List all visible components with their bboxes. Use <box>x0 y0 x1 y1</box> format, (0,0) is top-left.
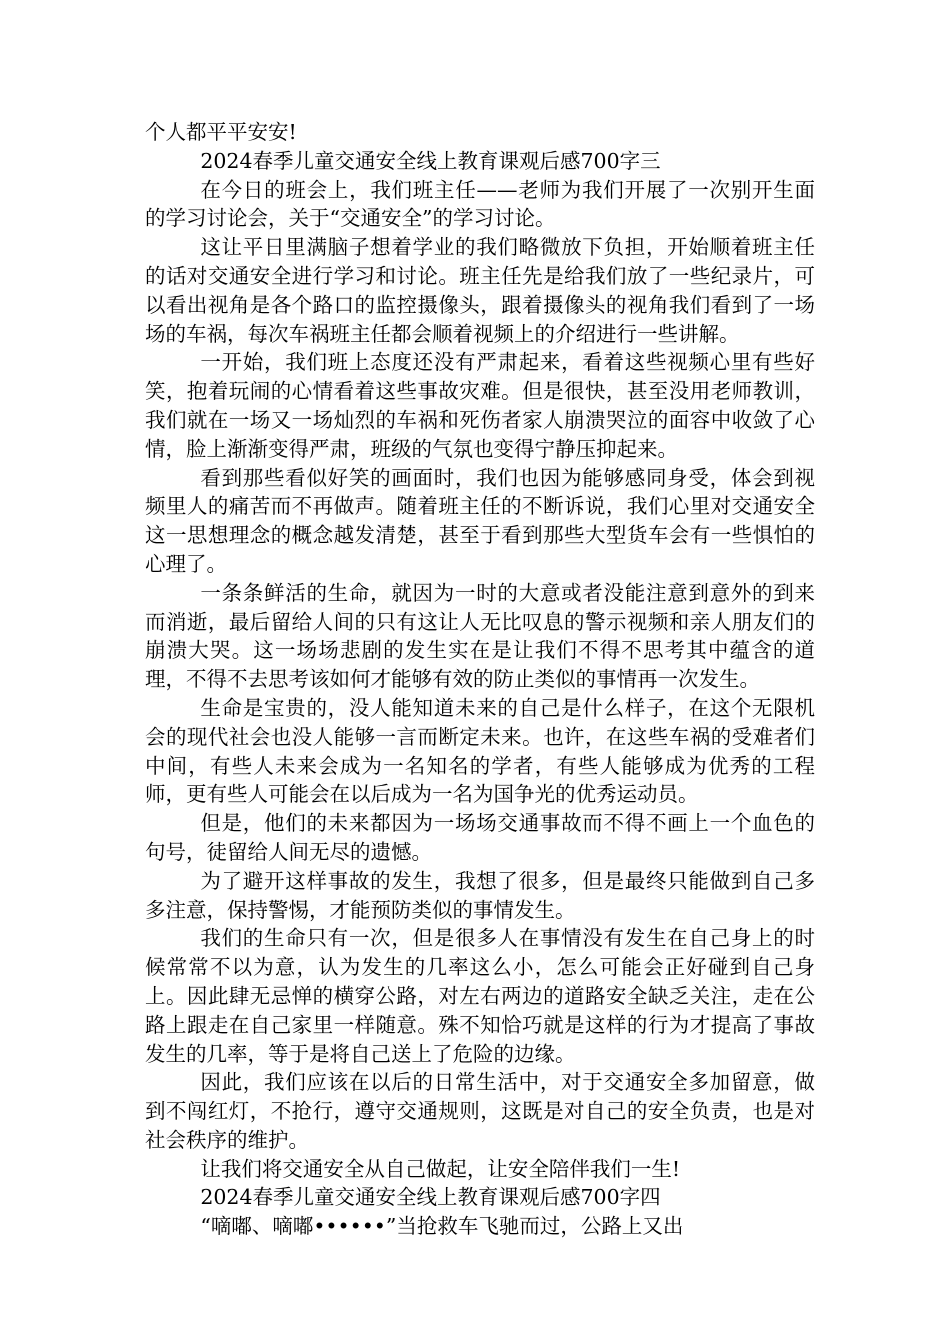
paragraph: 一开始，我们班上态度还没有严肃起来，看着这些视频心里有些好笑，抱着玩闹的心情看着这些事故灾难。但是很快，甚至没用老师教训，我们就在一场又一场灿烈的车祸和死伤者家人崩溃哭泣的面容中收敛了心情，脸上渐渐变得严肃，班级的气氛也变得宁静压抑起来。 <box>145 350 815 461</box>
paragraph: 因此，我们应该在以后的日常生活中，对于交通安全多加留意，做到不闯红灯，不抢行，遵守交通规则，这既是对自己的安全负责，也是对社会秩序的维护。 <box>145 1070 815 1152</box>
paragraph: 但是，他们的未来都因为一场场交通事故而不得不画上一个血色的句号，徒留给人间无尽的遗憾。 <box>145 811 815 864</box>
paragraph: 看到那些看似好笑的画面时，我们也因为能够感同身受，体会到视频里人的痛苦而不再做声。随着班主任的不断诉说，我们心里对交通安全这一思想理念的概念越发清楚，甚至于看到那些大型货车会有一些惧怕的心理了。 <box>145 465 815 576</box>
paragraph: “嘀嘟、嘀嘟••••••”当抢救车飞驰而过，公路上又出 <box>200 1214 684 1239</box>
essay-title-3: 2024春季儿童交通安全线上教育课观后感700字三 <box>200 148 661 173</box>
paragraph: 我们的生命只有一次，但是很多人在事情没有发生在自己身上的时候常常不以为意，认为发生的几率这么小，怎么可能会正好碰到自己身上。因此肆无忌惮的横穿公路，对左右两边的道路安全缺乏关注，走在公路上跟走在自己家里一样随意。殊不知恰巧就是这样的行为才提高了事故发生的几率，等于是将自己送上了危险的边缘。 <box>145 926 815 1066</box>
document-body <box>145 118 815 1241</box>
paragraph: 这让平日里满脑子想着学业的我们略微放下负担，开始顺着班主任的话对交通安全进行学习和讨论。班主任先是给我们放了一些纪录片，可以看出视角是各个路口的监控摄像头，跟着摄像头的视角我们看到了一场场的车祸，每次车祸班主任都会顺着视频上的介绍进行一些讲解。 <box>145 235 815 346</box>
essay-title-4: 2024春季儿童交通安全线上教育课观后感700字四 <box>200 1185 661 1210</box>
paragraph: 生命是宝贵的，没人能知道未来的自己是什么样子，在这个无限机会的现代社会也没人能够一言而断定未来。也许，在这些车祸的受难者们中间，有些人未来会成为一名知名的学者，有些人能够成为优秀的工程师，更有些人可能会在以后成为一名为国争光的优秀运动员。 <box>145 695 815 807</box>
paragraph: 为了避开这样事故的发生，我想了很多，但是最终只能做到自己多多注意，保持警惕，才能预防类似的事情发生。 <box>145 868 815 922</box>
paragraph: 让我们将交通安全从自己做起，让安全陪伴我们一生! <box>200 1156 681 1181</box>
paragraph: 一条条鲜活的生命，就因为一时的大意或者没能注意到意外的到来而消逝，最后留给人间的只有这让人无比叹息的警示视频和亲人朋友们的崩溃大哭。这一场场悲剧的发生实在是让我们不得不思考其中蕴含的道理，不得不去思考该如何才能够有效的防止类似的事情再一次发生。 <box>145 580 815 692</box>
continuation-text: 个人都平平安安! <box>145 120 297 144</box>
paragraph: 在今日的班会上，我们班主任——老师为我们开展了一次别开生面的学习讨论会，关于“交通安全”的学习讨论。 <box>145 177 815 231</box>
